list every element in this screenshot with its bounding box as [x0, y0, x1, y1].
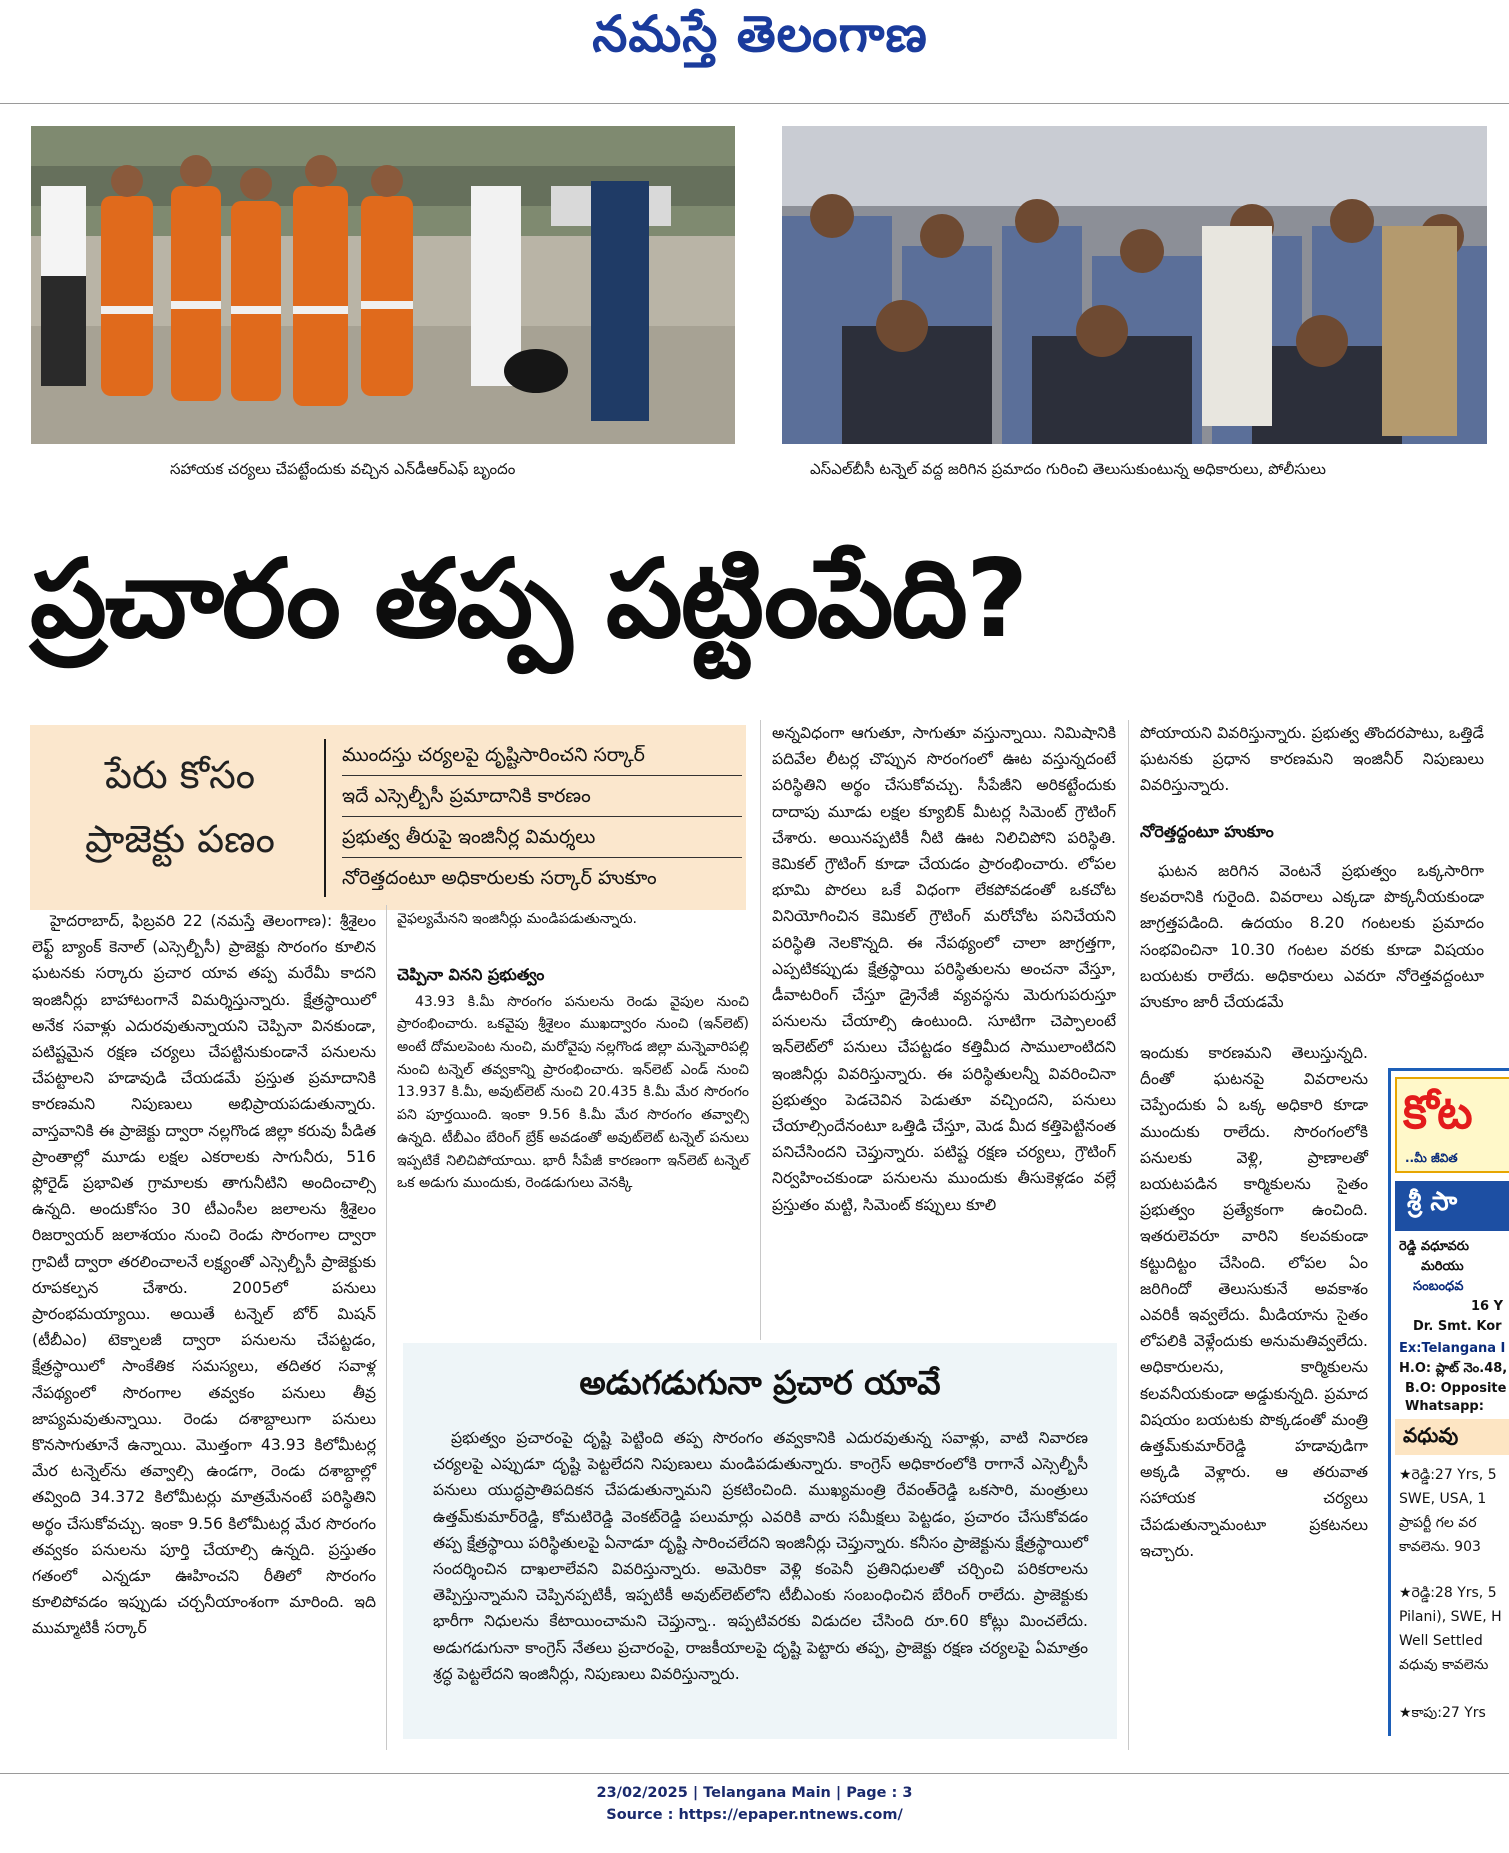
ad-contact: Ex:Telangana I [1399, 1341, 1506, 1356]
page-footer [0, 1782, 1509, 1826]
ad-listing: ★రెడ్డి:27 Yrs, 5 [1399, 1467, 1497, 1483]
deck-point: ప్రభుత్వ తీరుపై ఇంజినీర్ల విమర్శలు [342, 817, 742, 858]
ad-section-bride [1395, 1419, 1509, 1455]
ad-listing: వధువు కావలెను [1399, 1657, 1489, 1673]
column-divider [386, 905, 387, 1750]
deck-kicker [45, 743, 315, 871]
article-column-1 [32, 908, 376, 1748]
ad-contact: Whatsapp: [1405, 1399, 1484, 1414]
deck-point: ఇదే ఎస్సెల్బీసీ ప్రమాదానికి కారణం [342, 776, 742, 817]
ad-listing: Well Settled [1399, 1633, 1483, 1649]
ad-tagline: ..మీ జీవిత [1405, 1151, 1458, 1165]
article-column-4-mid [1140, 858, 1484, 1054]
masthead-divider [0, 103, 1509, 104]
deck-divider [324, 739, 326, 897]
deck-point: ముందస్తు చర్యలపై దృష్టిసారించని సర్కార్‌ [342, 735, 742, 776]
footer-divider [0, 1773, 1509, 1774]
article-column-2 [397, 908, 749, 1196]
sidebar-story-box [403, 1343, 1117, 1739]
footer-source-link[interactable]: Source : https://epaper.ntnews.com/ [606, 1807, 903, 1823]
article-paragraph: అన్నవిధంగా ఆగుతూ, సాగుతూ వస్తున్నాయి. నిమిషానికి పదివేల లీటర్ల చొప్పున సొరంగంలో ఊట వస్తున్నదంటే పరిస్థితిని అర్థం చేసుకోవచ్చు. సీపేజీని అరికట్టేందుకు దాదాపు మూడు లక్షల క్యూబిక్‌ మీటర్ల సిమెంట్‌ గ్రౌటింగ్‌ చేశారు. అయినప్పటికీ నీటి ఊట నిలిచిపోని పరిస్థితి. కెమికల్‌ గ్రౌటింగ్‌ కూడా చేయడం ప్రారంభించారు. లోపల భూమి పొరలు ఒకే విధంగా లేకపోవడంతో ఒకచోట వినియోగించిన కెమికల్‌ గ్రౌటింగ్‌ మరోచోట పనిచేయని పరిస్థితి నెలకొన్నది. ఈ నేపథ్యంలో చాలా జాగ్రత్తగా, ఎప్పటికప్పుడు క్షేత్రస్థాయి పరిస్థితులను అంచనా వేస్తూ, డీవాటరింగ్‌ చేస్తూ డ్రైనేజీ వ్యవస్థను మెరుగుపరుస్తూ పనులను చేయాల్సి ఉంటుంది. సూటిగా చెప్పాలంటే ఇన్‌లెట్‌లో పనులు చేపట్టడం కత్తిమీద సాములాంటిదని ఇంజినీర్లు వివరిస్తున్నారు. ఈ పరిస్థితులన్నీ వివరించినా ప్రభుత్వం పెడచెవిన పెడుతూ వచ్చిందని, పనులు చేయాల్సిందేనంటూ ఒత్తిడి చేస్తూ, మెడ మీద కత్తిపెట్టినంత పనిచేసిందని చెప్తున్నారు. పటిష్ట రక్షణ చర్యలు, గ్రౌటింగ్‌ నిర్వహించకుండా పనులను ముందుకు తీసుకెళ్లడం వల్లే ప్రస్తుతం మట్టి, సిమెంట్‌ కప్పులు కూలి [772, 724, 1116, 1214]
matrimony-advertisement [1388, 1068, 1509, 1736]
ad-line: Dr. Smt. Kor [1413, 1319, 1502, 1334]
subheading-gag-order: నోరెత్తద్దంటూ హుకూం [1140, 822, 1274, 841]
masthead [0, 0, 1509, 104]
deck-points [342, 735, 742, 899]
article-paragraph: ఇందుకు కారణమని తెలుస్తున్నది. దీంతో ఘటనపై వివరాలను చెప్పేందుకు ఏ ఒక్క అధికారి కూడా ముందుకు రాలేదు. సొరంగంలోకి పనులకు వెళ్లి, ప్రాణాలతో బయటపడిన కార్మికులను సైతం ప్రభుత్వం ప్రత్యేకంగా ఉంచింది. ఇతరులెవరూ వారిని కలవకుండా కట్టుదిట్టం చేసింది. లోపల ఏం జరిగిందో తెలుసుకునే అవకాశం ఎవరికీ ఇవ్వలేదు. మీడియాను సైతం లోపలికి వెళ్లేందుకు అనుమతివ్వలేదు. అధికారులను, కార్మికులను కలవనీయకుండా అడ్డుకున్నది. ప్రమాద విషయం బయటకు పొక్కడంతో మంత్రి ఉత్తమ్‌కుమార్‌రెడ్డి హడావుడిగా అక్కడి వెళ్లారు. ఆ తరువాత సహాయక చర్యలు చేపడుతున్నామంటూ ప్రకటనలు ఇచ్చారు. [1140, 1044, 1368, 1560]
deck-box [30, 725, 746, 910]
ad-logo-panel [1395, 1077, 1509, 1173]
ad-contact: B.O: Opposite [1405, 1381, 1507, 1396]
ad-contact: H.O: ప్లాట్ నెం.48, [1399, 1361, 1508, 1376]
column-divider [1128, 720, 1129, 1750]
sidebar-story-text: ప్రభుత్వం ప్రచారంపై దృష్టి పెట్టింది తప్ప సొరంగం తవ్వకానికి ఎదురవుతున్న సవాళ్లు, వాటి నివారణ చర్యలపై ఎప్పుడూ దృష్టి పెట్టలేదని నిపుణులు మండిపడుతున్నారు. కాంగ్రెస్‌ అధికారంలోకి రాగానే ఎస్సెల్బీసీ పనులు యుద్ధప్రాతిపదికన చేపడుతున్నామని ప్రకటించింది. ముఖ్యమంత్రి రేవంత్‌రెడ్డి ఒకసారి, మంత్రులు ఉత్తమ్‌కుమార్‌రెడ్డి, కోమటిరెడ్డి వెంకట్‌రెడ్డి పలుమార్లు ఎవరికి వారు సమీక్షలు పెట్టడం, ప్రచారం చేసుకోవడం తప్ప క్షేత్రస్థాయి పరిస్థితులపై ఏనాడూ దృష్టి సారించలేదని ఇంజినీర్లు చెప్తున్నారు. కనీసం ప్రాజెక్టును క్షేత్రస్థాయిలో సందర్శించిన దాఖలాలేవని వివరిస్తున్నారు. అమెరికా వెళ్లి కంపెనీ ప్రతినిధులతో చర్చించి పరికరాలను తెప్పిస్తున్నామని చెప్పినప్పటికీ, ఇప్పటికీ అవుట్‌లెట్‌లోని టీబీఎంకు సంబంధించిన బేరింగ్‌ రాలేదు. ప్రాజెక్టుకు భారీగా నిధులను కేటాయించామని చెప్తున్నా.. ఇప్పటివరకు విడుదల చేసింది రూ.60 కోట్లు మించలేదు. అడుగడుగునా కాంగ్రెస్‌ నేతలు ప్రచారంపై, రాజకీయాలపై దృష్టి పెట్టారు తప్ప, ప్రాజెక్టు రక్షణ చర్యలపై ఏమాత్రం శ్రద్ధ పెట్టలేదని ఇంజినీర్లు, నిపుణులు వివరిస్తున్నారు. [433, 1429, 1088, 1683]
article-column-4-narrow [1140, 1040, 1368, 1745]
article-paragraph: హైదరాబాద్‌, ఫిబ్రవరి 22 (నమస్తే తెలంగాణ): శ్రీశైలం లెఫ్ట్‌ బ్యాంక్‌ కెనాల్‌ (ఎస్సెల్బీసీ) ప్రాజెక్టు సొరంగం కూలిన ఘటనకు సర్కారు ప్రచార యావ తప్ప మరేమీ కాదని ఇంజినీర్లు బాహాటంగానే విమర్శిస్తున్నారు. క్షేత్రస్థాయిలో అనేక సవాళ్లు ఎదురవుతున్నాయని చెప్పినా వినకుండా, పటిష్టమైన రక్షణ చర్యలు చేపట్టినుకుండానే పనులను చేపట్టాలని హడావుడి చేయడమే ప్రస్తుత ప్రమాదానికి కారణమని నిపుణులు అభిప్రాయపడుతున్నారు. వాస్తవానికి ఈ ప్రాజెక్టు ద్వారా నల్లగొండ జిల్లా కరువు పీడిత ప్రాంతాల్లో మూడు లక్షల ఎకరాలకు సాగునీరు, 516 ఫ్లోరైడ్‌ ప్రభావిత గ్రామాలకు తాగునీటిని అందించాల్సి ఉన్నది. అందుకోసం 30 టీఎంసీల జలాలను శ్రీశైలం రిజర్వాయర్‌ జలాశయం నుంచి రెండు సొరంగాల ద్వారా గ్రావిటీ ద్వారా తరలించాలనే లక్ష్యంతో ఎస్సెల్బీసీ ప్రాజెక్టుకు రూపకల్పన చేశారు. 2005లో పనులు ప్రారంభమయ్యాయి. అయితే టన్నెల్‌ బోర్‌ మిషన్‌ (టీబీఎం) టెక్నాలజీ ద్వారా పనులను చేపట్టడం, క్షేత్రస్థాయిలో సాంకేతిక సమస్యలు, తదితర సవాళ్ల నేపథ్యంలో సొరంగాల తవ్వకం పనులు తీవ్ర జాప్యమవుతున్నాయి. రెండు దశాబ్దాలుగా పనులు కొనసాగుతూనే ఉన్నాయి. మొత్తంగా 43.93 కిలోమీటర్ల మేర టన్నెల్‌ను తవ్వాల్సి ఉండగా, రెండు దశాబ్దాల్లో తవ్వింది 34.372 కిలోమీటర్లు మాత్రమేనంటే పరిస్థితిని అర్థం చేసుకోవచ్చు. ఇంకా 9.56 కిలోమీటర్ల మేర సొరంగం తవ్వకం పనులను పూర్తి చేయాల్సి ఉన్నది. ప్రస్తుతం గతంలో ఎన్నడూ ఊహించని రీతిలో సొరంగం కూలిపోవడం ఇప్పుడు చర్చనీయాంశంగా మారింది. ఇది ముమ్మాటికీ సర్కార్‌ [32, 912, 376, 1638]
deck-kicker-line-2: ప్రాజెక్టు పణం [85, 817, 275, 861]
subheading-govt-ignored: చెప్పినా వినని ప్రభుత్వం [397, 965, 545, 984]
article-paragraph: ఘటన జరిగిన వెంటనే ప్రభుత్వం ఒక్కసారిగా కలవరానికి గురైంది. వివరాలు ఎక్కడా పొక్కనీయకుండా జాగ్రత్తపడింది. ఉదయం 8.20 గంటలకు ప్రమాదం సంభవించినా 10.30 గంటల వరకు కూడా విషయం బయటకు రాలేదు. అధికారులు ఎవరూ నోరెత్తవద్దంటూ హుకూం జారీ చేయడమే [1140, 862, 1484, 1012]
photo-caption-left: సహాయక చర్యలు చేపట్టేందుకు వచ్చిన ఎన్‌డీఆర్‌ఎఫ్‌ బృందం [170, 460, 516, 478]
ad-brand-band [1395, 1181, 1509, 1231]
newspaper-title: నమస్తే తెలంగాణ [592, 4, 928, 63]
sidebar-story-title: అడుగడుగునా ప్రచార యావే [579, 1363, 941, 1402]
ad-listing: SWE, USA, 1 [1399, 1491, 1487, 1507]
ad-brand-text: శ్రీ సా [1407, 1187, 1458, 1217]
footer-edition-info: 23/02/2025 | Telangana Main | Page : 3 [596, 1785, 913, 1801]
article-paragraph: పోయాయని వివరిస్తున్నారు. ప్రభుత్వ తొందరపాటు, ఒత్తిడే ఘటనకు ప్రధాన కారణమని ఇంజినీర్‌ నిపుణులు వివరిస్తున్నారు. [1140, 724, 1484, 795]
photo-rescue-team [31, 126, 735, 444]
ad-section-label: వధువు [1403, 1423, 1459, 1447]
deck-kicker-line-1: పేరు కోసం [104, 753, 256, 797]
photo-caption-right: ఎస్‌ఎల్‌బీసీ టన్నెల్‌ వద్ద జరిగిన ప్రమాదం గురించి తెలుసుకుంటున్న అధికారులు, పోలీసులు [810, 460, 1326, 478]
ad-line: సంబంధవ [1413, 1279, 1464, 1294]
ad-line: మరియు [1421, 1259, 1464, 1274]
article-column-3 [772, 720, 1116, 1275]
ad-line: రెడ్డి వధూవరు [1399, 1239, 1470, 1254]
ad-listing: ప్రాపర్టీ గల వర [1399, 1515, 1477, 1531]
ad-listing: ★రెడ్డి:28 Yrs, 5 [1399, 1585, 1497, 1601]
deck-point: నోరెత్తదంటూ అధికారులకు సర్కార్‌ హుకూం [342, 867, 657, 889]
article-paragraph: వైఫల్యమేనని ఇంజినీర్లు మండిపడుతున్నారు. [397, 911, 637, 927]
article-paragraph: 43.93 కి.మీ సొరంగం పనులను రెండు వైపుల నుంచి ప్రారంభించారు. ఒకవైపు శ్రీశైలం ముఖద్వారం నుంచి (ఇన్‌లెట్‌) అంటే దోమలపెంట నుంచి, మరోవైపు నల్లగొండ జిల్లా మన్నెవారిపల్లి నుంచి టన్నెల్‌ తవ్వకాన్ని ప్రారంభించారు. ఇన్‌లెట్‌ ఎండ్‌ నుంచి 13.937 కి.మీ, అవుట్‌లెట్‌ నుంచి 20.435 కి.మీ మేర సొరంగం పని పూర్తయింది. ఇంకా 9.56 కి.మీ మేర సొరంగం తవ్వాల్సి ఉన్నది. టీబీఎం బేరింగ్‌ బ్రేక్‌ అవడంతో అవుట్‌లెట్‌ టన్నెల్‌ పనులు ఇప్పటికే నిలిచిపోయాయి. భారీ సీపేజీ కారణంగా ఇన్‌లెట్‌ టన్నెల్‌ ఒక అడుగు ముందుకు, రెండడుగులు వెనక్కి [397, 993, 749, 1192]
ad-logo: కోట [1403, 1085, 1473, 1139]
main-headline: ప్రచారం తప్ప పట్టింపేది? [30, 537, 1027, 662]
ad-listing: ★కాపు:27 Yrs [1399, 1705, 1486, 1721]
ad-listing: Pilani), SWE, H [1399, 1609, 1502, 1625]
ad-listing: కావలెను. 903 [1399, 1539, 1481, 1555]
photo-officials-crowd [782, 126, 1487, 444]
column-divider [760, 720, 761, 1340]
ad-line: 16 Y [1471, 1299, 1504, 1314]
